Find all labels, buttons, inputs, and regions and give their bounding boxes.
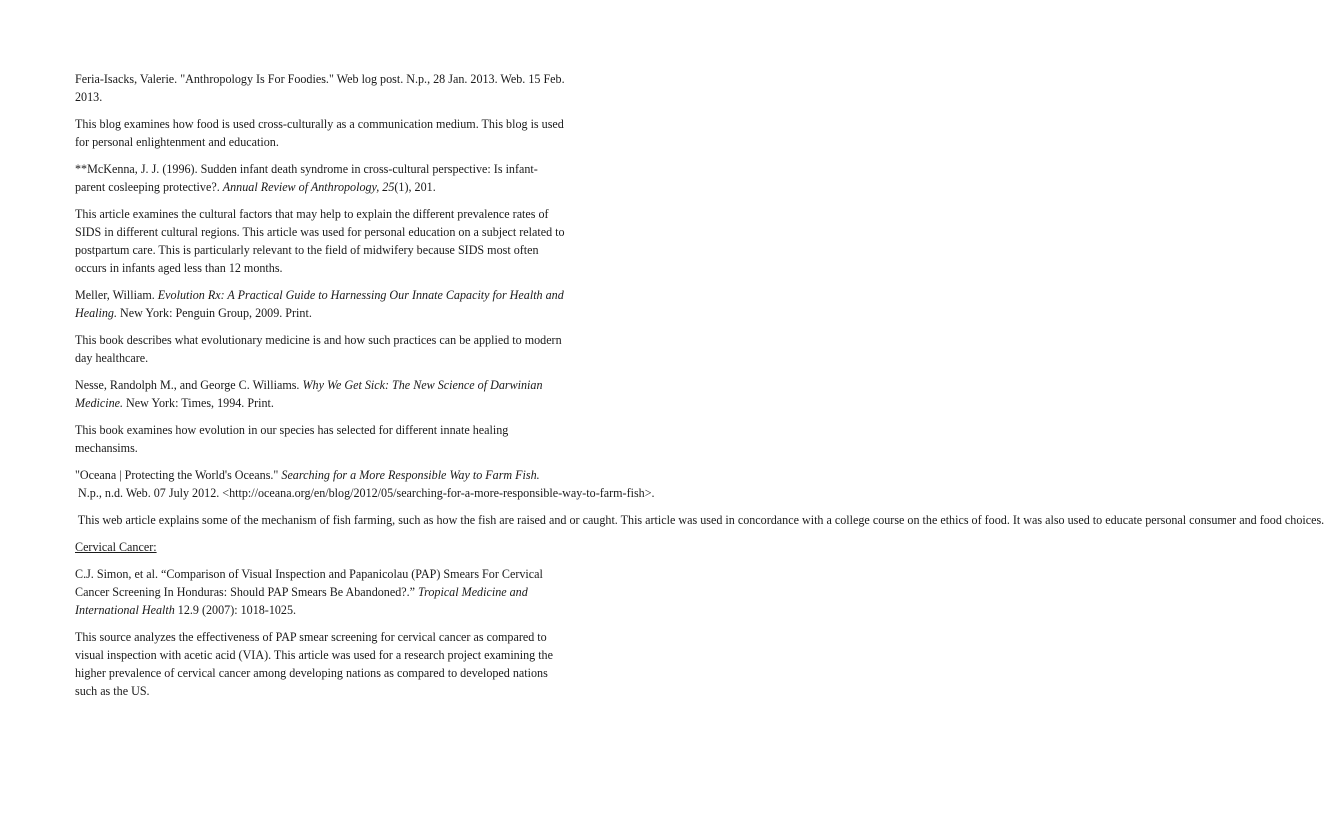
text-run: **McKenna, J. J. (1996). Sudden infant death syndrome in cross-cultural perspective: Is infant-parent cosleeping protective?. <box>75 162 538 194</box>
text-run: This web article explains some of the mechanism of fish farming, such as how the fish are raised and or caught. This article was used in concordance with a college course on the ethics of food. It was also used to educate personal consumer and food choices. <box>75 513 1324 527</box>
text-run: "Oceana | Protecting the World's Oceans." <box>75 468 282 482</box>
italic-text: Why We Get Sick: The New Science of Darwinian Medicine. <box>75 378 543 410</box>
text-run: N.p., n.d. Web. 07 July 2012. <http://oceana.org/en/blog/2012/05/searching-for-a-more-responsible-way-to-farm-fish>. <box>75 486 655 500</box>
paragraph <box>75 286 567 322</box>
paragraph <box>75 331 567 367</box>
paragraph <box>75 70 567 106</box>
text-run: C.J. Simon, et al. “Comparison of Visual Inspection and Papanicolau (PAP) Smears For Cervical Cancer Screening In Honduras: Should PAP Smears Be Abandoned?.” <box>75 567 543 599</box>
text-run: This book describes what evolutionary medicine is and how such practices can be applied to modern day healthcare. <box>75 333 562 365</box>
paragraph <box>75 565 567 619</box>
text-run: 12.9 (2007): 1018-1025. <box>174 603 297 617</box>
paragraph <box>75 115 567 151</box>
text-run: New York: Times, 1994. Print. <box>123 396 274 410</box>
text-run: Meller, William. <box>75 288 158 302</box>
document-body <box>75 70 1324 709</box>
paragraph <box>75 205 567 277</box>
text-run: This source analyzes the effectiveness of PAP smear screening for cervical cancer as compared to visual inspection with acetic acid (VIA). This article was used for a research project examining the higher prevalence of cervical cancer among developing nations as compared to developed nations such as the US. <box>75 630 553 698</box>
paragraph <box>75 421 567 457</box>
text-run: Feria-Isacks, Valerie. "Anthropology Is For Foodies." Web log post. N.p., 28 Jan. 2013. Web. 15 Feb. 2013. <box>75 72 565 104</box>
italic-text: Annual Review of Anthropology, 25 <box>222 180 395 194</box>
text-run: (1), 201. <box>394 180 436 194</box>
paragraph <box>75 376 567 412</box>
paragraph <box>75 628 567 700</box>
section-heading <box>75 538 567 556</box>
italic-text: Tropical Medicine and International Health <box>75 585 528 617</box>
italic-text: Searching for a More Responsible Way to Farm Fish. <box>281 468 540 482</box>
text-run: Cervical Cancer: <box>75 540 157 554</box>
paragraph <box>75 466 655 502</box>
italic-text: Evolution Rx: A Practical Guide to Harnessing Our Innate Capacity for Health and Healing. <box>75 288 564 320</box>
text-run: Nesse, Randolph M., and George C. Williams. <box>75 378 303 392</box>
text-run: This blog examines how food is used cross-culturally as a communication medium. This blog is used for personal enlightenment and education. <box>75 117 564 149</box>
text-run: New York: Penguin Group, 2009. Print. <box>117 306 312 320</box>
paragraph <box>75 160 567 196</box>
text-run: This book examines how evolution in our species has selected for different innate healing mechansims. <box>75 423 509 455</box>
paragraph <box>75 511 1324 529</box>
text-run: This article examines the cultural factors that may help to explain the different prevalence rates of SIDS in different cultural regions. This article was used for personal education on a subject related to postpartum care. This is particularly relevant to the field of midwifery because SIDS most often occurs in infants aged less than 12 months. <box>75 207 565 275</box>
